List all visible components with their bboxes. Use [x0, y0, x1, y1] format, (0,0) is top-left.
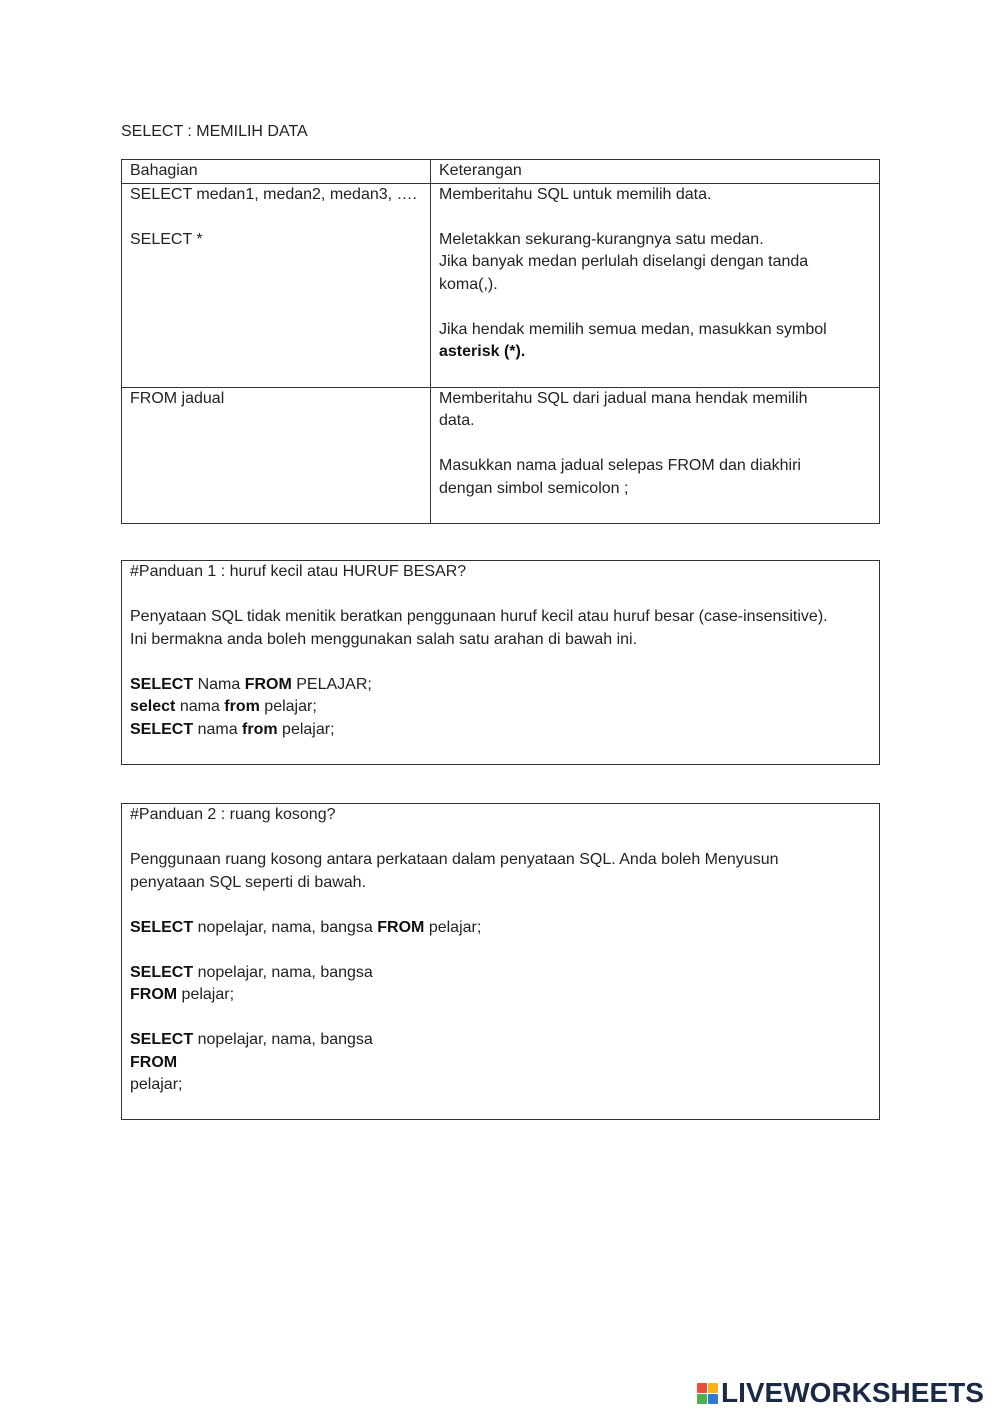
sql-text: Nama [193, 675, 245, 693]
logo-text: LIVEWORKSHEETS [721, 1377, 984, 1408]
header-keterangan: Keterangan [431, 160, 880, 184]
sql-text: nama [175, 698, 225, 715]
sql-keyword: SELECT [130, 675, 194, 693]
panduan-2-heading: #Panduan 2 : ruang kosong? [130, 806, 336, 823]
panduan-1-heading: #Panduan 1 : huruf kecil atau HURUF BESAR? [130, 563, 467, 580]
sql-example [130, 719, 871, 742]
cell-line: Jika banyak medan perlulah diselangi dengan tanda [439, 253, 809, 270]
panduan-2-box [121, 803, 880, 1120]
cell-bahagian-select [122, 183, 431, 387]
sql-keyword: FROM [377, 918, 425, 936]
select-table [121, 159, 880, 524]
sql-text: nopelajar, nama, bangsa [193, 1031, 373, 1048]
table-header-row [122, 160, 880, 184]
sql-text: pelajar; [177, 986, 235, 1003]
sql-text: nopelajar, nama, bangsa [193, 918, 378, 936]
sql-text: PELAJAR; [291, 675, 372, 693]
sql-keyword: SELECT [130, 1031, 194, 1048]
table-row [122, 183, 880, 387]
sql-text: nama [193, 720, 243, 738]
sql-keyword: select [130, 698, 176, 715]
sql-example [130, 1052, 871, 1075]
sql-text: pelajar; [259, 698, 317, 715]
cell-line: FROM jadual [130, 389, 225, 407]
sql-example [130, 917, 871, 940]
sql-keyword: SELECT [130, 963, 194, 981]
sql-keyword: from [224, 698, 260, 715]
panduan-1-paragraph-line: Penyataan SQL tidak menitik beratkan penggunaan huruf kecil atau huruf besar (case-insensitive). [130, 608, 828, 625]
cell-line: Meletakkan sekurang-kurangnya satu medan. [439, 230, 764, 248]
sql-keyword: FROM [244, 675, 292, 693]
sql-example [130, 1074, 871, 1097]
panduan-1-paragraph-line: Ini bermakna anda boleh menggunakan salah satu arahan di bawah ini. [130, 630, 638, 648]
cell-line: Masukkan nama jadual selepas FROM dan diakhiri [439, 457, 801, 474]
sql-example [130, 674, 871, 697]
cell-line: Jika hendak memilih semua medan, masukkan symbol [439, 320, 827, 338]
sql-keyword: SELECT [130, 720, 194, 738]
cell-line: Memberitahu SQL untuk memilih data. [439, 185, 712, 203]
sql-example [130, 1029, 871, 1052]
sql-keyword: SELECT [130, 918, 194, 936]
cell-bahagian-from [122, 387, 431, 523]
sql-text: pelajar; [277, 720, 335, 738]
sql-example [130, 962, 871, 985]
cell-keterangan-from [431, 387, 880, 523]
table-row [122, 387, 880, 523]
cell-line: Memberitahu SQL dari jadual mana hendak memilih [439, 389, 808, 407]
page-title: SELECT : MEMILIH DATA [121, 123, 308, 140]
cell-line: SELECT * [130, 230, 203, 248]
cell-line-bold: asterisk (*). [439, 343, 526, 360]
sql-keyword: from [242, 720, 278, 738]
cell-keterangan-select [431, 183, 880, 387]
cell-line: koma(,). [439, 275, 498, 293]
liveworksheets-logo [697, 1378, 984, 1408]
sql-keyword: FROM [130, 1053, 178, 1071]
sql-text: nopelajar, nama, bangsa [193, 963, 373, 981]
sql-text: pelajar; [130, 1076, 183, 1093]
cell-line: SELECT medan1, medan2, medan3, …. [130, 185, 417, 203]
header-bahagian: Bahagian [122, 160, 431, 184]
panduan-2-paragraph-line: penyataan SQL seperti di bawah. [130, 873, 367, 891]
cell-line: data. [439, 412, 475, 429]
sql-keyword: FROM [130, 986, 178, 1003]
cell-line: dengan simbol semicolon ; [439, 479, 629, 497]
panduan-2-paragraph-line: Penggunaan ruang kosong antara perkataan dalam penyataan SQL. Anda boleh Menyusun [130, 851, 779, 868]
panduan-1-box [121, 560, 880, 765]
sql-text: pelajar; [424, 918, 482, 936]
sql-example [130, 696, 871, 719]
sql-example [130, 984, 871, 1007]
logo-squares-icon [697, 1383, 718, 1404]
